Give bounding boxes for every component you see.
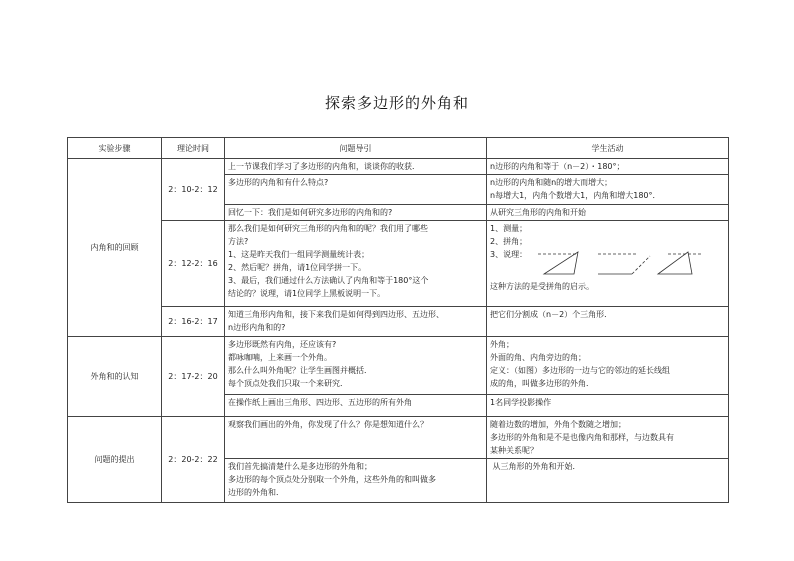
activity-cell <box>487 417 729 459</box>
page-title: 探索多边形的外角和 <box>324 94 469 112</box>
question-line: 都咏咖喃，上来画一个外角。 <box>228 353 332 362</box>
time-cell: 2：20-2：22 <box>162 417 225 503</box>
activity-line: n边形的内角和等于（n－2）・180°； <box>490 162 625 171</box>
activity-line <box>490 248 725 280</box>
table-row <box>68 417 729 459</box>
activity-line: 成的角，叫做多边形的外角． <box>490 379 594 388</box>
activity-line: 1、测量； <box>490 224 528 233</box>
activity-cell <box>487 175 729 205</box>
question-cell <box>225 337 487 395</box>
question-line: 知道三角形内角和，接下来我们是如何得到四边形、五边形、 <box>228 310 444 319</box>
question-line: 回忆一下：我们是如何研究多边形的内角和的? <box>228 208 393 217</box>
question-line: 1、这是昨天我们一组同学测量统计表； <box>228 250 370 259</box>
time-cell: 2：10-2：12 <box>162 159 225 221</box>
question-line: 边形的外角和． <box>228 488 284 497</box>
table-row <box>68 221 729 307</box>
activity-line: n边形的内角和随n的增大而增大； <box>490 178 613 187</box>
activity-cell <box>487 221 729 307</box>
activity-line: 这种方法的是受拼角的启示。 <box>490 282 594 291</box>
header-question: 问题导引 <box>225 138 487 159</box>
activity-cell <box>487 337 729 395</box>
activity-line: 外面的角、内角旁边的角； <box>490 353 586 362</box>
activity-line: 把它们分割成（n－2）个三角形． <box>490 310 613 319</box>
stage-cell: 问题的提出 <box>68 417 162 503</box>
header-activity: 学生活动 <box>487 138 729 159</box>
activity-line: 2、拼角； <box>490 237 528 246</box>
question-line: 那么我们是如何研究三角形的内角和的呢？我们用了哪些 <box>228 224 428 233</box>
question-cell <box>225 417 487 459</box>
stage-cell: 内角和的回顾 <box>68 159 162 337</box>
activity-line: 定义：（如图）多边形的一边与它的邻边的延长线组 <box>490 366 670 375</box>
activity-cell <box>487 205 729 221</box>
activity-line: 外角； <box>490 340 514 349</box>
question-cell <box>225 159 487 175</box>
activity-line: 从研究三角形的内角和开始 <box>490 208 586 217</box>
question-line: 我们首先搞清楚什么是多边形的外角和； <box>228 462 372 471</box>
lesson-table <box>67 137 729 503</box>
time-cell: 2：12-2：16 <box>162 221 225 307</box>
question-line: 那么什么叫外角呢？让学生画图并概括． <box>228 366 372 375</box>
time-cell: 2：16-2：17 <box>162 307 225 337</box>
question-cell <box>225 221 487 307</box>
question-line: 结论的？说理，请1位同学上黑板说明一下。 <box>228 289 386 298</box>
question-line: 上一节课我们学习了多边形的内角和，谈谈你的收获． <box>228 162 420 171</box>
question-line: 多边形既然有内角，还应该有? <box>228 340 337 349</box>
question-line: 在操作纸上画出三角形、四边形、五边形的所有外角 <box>228 398 412 407</box>
activity-line: 从三角形的外角和开始． <box>490 462 581 471</box>
activity-cell <box>487 459 729 503</box>
question-cell <box>225 175 487 205</box>
question-line: n边形内角和的? <box>228 323 286 332</box>
stage-cell: 外角和的认知 <box>68 337 162 417</box>
header-step: 实验步骤 <box>68 138 162 159</box>
extension-line <box>632 256 650 274</box>
triangle-shape <box>544 252 578 274</box>
activity-line: n每增大1，内角个数增大1，内角和增大180°． <box>490 191 661 200</box>
question-line: 方法? <box>228 237 249 246</box>
activity-line: 随着边数的增加，外角个数随之增加； <box>490 420 626 429</box>
question-cell <box>225 205 487 221</box>
table-row <box>68 307 729 337</box>
question-cell <box>225 395 487 417</box>
question-line: 多边形的内角和有什么特点? <box>228 178 329 187</box>
header-time: 理论时间 <box>162 138 225 159</box>
activity-line-text: 3、说理： <box>490 250 528 259</box>
table-row <box>68 159 729 175</box>
activity-cell <box>487 159 729 175</box>
activity-cell <box>487 307 729 337</box>
question-cell <box>225 307 487 337</box>
activity-line: 某种关系呢？ <box>490 446 538 455</box>
activity-line: 多边形的外角和是不是也像内角和那样，与边数具有 <box>490 433 674 442</box>
activity-line: 1名同学投影操作 <box>490 398 552 407</box>
activity-cell <box>487 395 729 417</box>
question-line: 观察我们画出的外角，你发现了什么？你是想知道什么？ <box>228 420 428 429</box>
question-line: 每个顶点处我们只取一个来研究． <box>228 379 348 388</box>
question-line: 多边形的每个顶点处分别取一个外角，这些外角的和叫做多 <box>228 475 436 484</box>
question-line: 2、然后呢？拼角，请1位同学拼一下。 <box>228 263 367 272</box>
question-line: 3、最后，我们通过什么方法确认了内角和等于180°这个 <box>228 276 429 285</box>
question-cell <box>225 459 487 503</box>
table-header-row <box>68 138 729 159</box>
table-row <box>68 337 729 395</box>
time-cell: 2：17-2：20 <box>162 337 225 417</box>
triangle-shape <box>658 252 692 274</box>
triangle-proof-diagram <box>536 248 706 278</box>
